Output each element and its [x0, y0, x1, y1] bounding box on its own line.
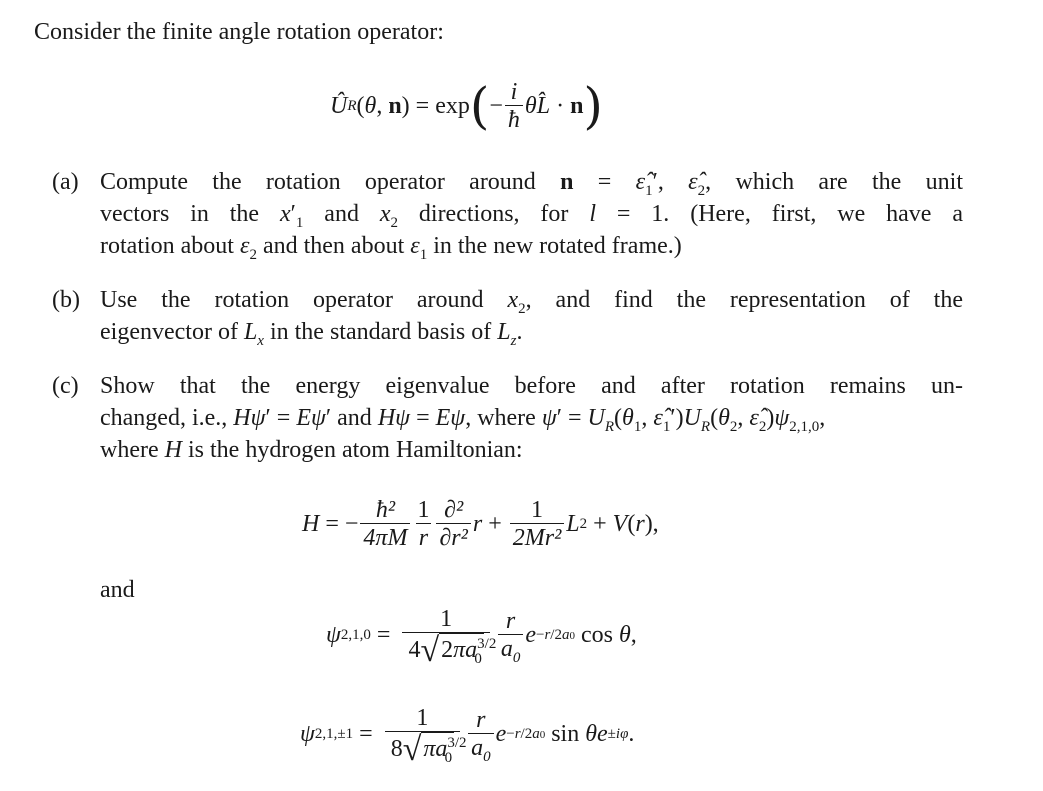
psi-210-equation: ψ 2,1,0 = $\frac{1}{4√2\pi a^{3/2}_0}$ $\frac{r}{a_0}$ e −r/2a0 cos θ ,: [326, 606, 637, 669]
intro-text: Consider the finite angle rotation operator:: [34, 19, 444, 45]
psi-21pm1-equation: ψ 2,1,±1 = $\frac{1}{8√\pi a^{3/2}_0}$ $\frac{r}{a_0}$ e −r/2a0 sin θe ±iφ .: [300, 705, 635, 768]
part-a-label: (a): [52, 169, 79, 195]
part-a-line-3: rotation about $\varepsilon_2$ and then about $\varepsilon_1$ in the new rotated frame.): [100, 233, 682, 263]
part-b-line-2: eigenvector of $L_x$ in the standard basis of $L_z$.: [100, 319, 523, 349]
hamiltonian-equation: H = − $\frac{\text{ħ²}}{4\pi M}$ $\frac{1}{r}$ $\frac{\text{∂²}}{\text{∂r²}}$ r + $\frac{1}{\text{2Mr²}}$ L 2 + V ( r ),: [302, 496, 659, 551]
part-c-label: (c): [52, 373, 79, 399]
part-b-label: (b): [52, 287, 80, 313]
operator-equation: Û R ( θ , n ) = exp ( − $\frac{i}{ħ}$ θL̂ · n ): [330, 77, 603, 135]
part-c-line-3: where H is the hydrogen atom Hamiltonian:: [100, 437, 523, 463]
part-b-line-1: Use the rotation operator around $x_2$, and find the representation of the: [100, 287, 963, 317]
and-label: and: [100, 577, 135, 603]
part-a-line-2: vectors in the $x'_1$ and $x_2$ directions, for l = 1. (Here, first, we have a: [100, 201, 964, 231]
part-a-line-1: Compute the rotation operator around $n = \varepsilon̂_1'$, $\varepsilon̂_2$, which are the unit: [100, 169, 963, 199]
part-c-line-1: Show that the energy eigenvalue before and after rotation remains un-: [100, 373, 963, 399]
i-over-hbar-fraction: $\frac{i}{ħ}$: [505, 79, 523, 134]
part-c-line-2: changed, i.e., Hψ′ = Eψ′ and Hψ = Eψ, where $\psi' = U_R(\theta_1$, $\varepsilon̂_1')U_R(\theta_2$, $\varepsilon̂_2)\psi_{2,1,0}$,: [100, 405, 826, 435]
